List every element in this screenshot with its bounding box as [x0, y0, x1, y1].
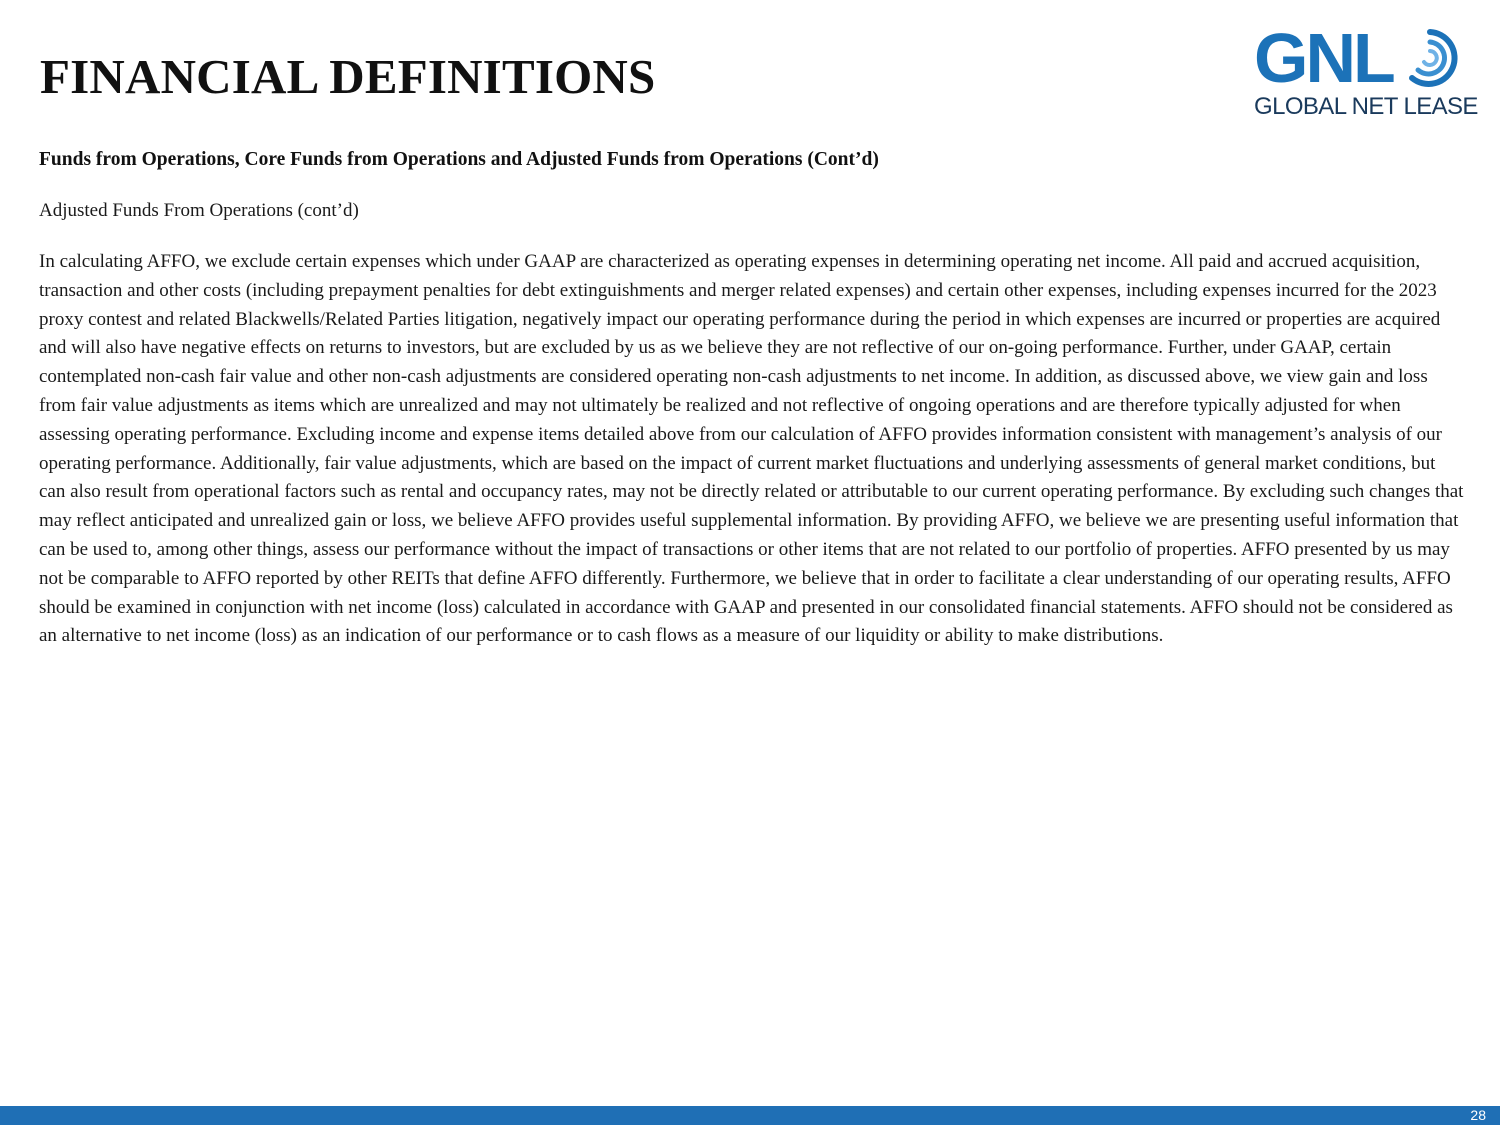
logo-subtitle: GLOBAL NET LEASE [1254, 93, 1478, 120]
section-heading: Funds from Operations, Core Funds from Operations and Adjusted Funds from Operations (Cont’d) [39, 149, 879, 170]
sub-heading: Adjusted Funds From Operations (cont’d) [39, 200, 359, 221]
page-title: FINANCIAL DEFINITIONS [40, 49, 656, 104]
company-logo [1252, 19, 1478, 122]
body-paragraph: In calculating AFFO, we exclude certain expenses which under GAAP are characterized as operating expenses in determining operating net income. All paid and accrued acquisition, transaction and other costs (including prepayment penalties for debt extinguishments and merger related expenses) and certain other expenses, including expenses incurred for the 2023 proxy contest and related Blackwells/Related Parties litigation, negatively impact our operating performance during the period in which expenses are incurred or properties are acquired and will also have negative effects on returns to investors, but are excluded by us as we believe they are not reflective of our on-going performance. Further, under GAAP, certain contemplated non-cash fair value and other non-cash adjustments are considered operating non-cash adjustments to net income. In addition, as discussed above, we view gain and loss from fair value adjustments as items which are unrealized and may not ultimately be realized and not reflective of ongoing operations and are therefore typically adjusted for when assessing operating performance. Excluding income and expense items detailed above from our calculation of AFFO provides information consistent with management’s analysis of our operating performance. Additionally, fair value adjustments, which are based on the impact of current market fluctuations and underlying assessments of general market conditions, but can also result from operational factors such as rental and occupancy rates, may not be directly related or attributable to our current operating performance. By excluding such changes that may reflect anticipated and unrealized gain or loss, we believe AFFO provides useful supplemental information. By providing AFFO, we believe we are presenting useful information that can be used to, among other things, assess our performance without the impact of transactions or other items that are not related to our portfolio of properties. AFFO presented by us may not be comparable to AFFO reported by other REITs that define AFFO differently. Furthermore, we believe that in order to facilitate a clear understanding of our operating results, AFFO should be examined in conjunction with net income (loss) calculated in accordance with GAAP and presented in our consolidated financial statements. AFFO should not be considered as an alternative to net income (loss) as an indication of our performance or to cash flows as a measure of our liquidity or ability to make distributions. [39, 251, 1464, 647]
logo-mark-text: GNL [1254, 19, 1393, 97]
page-number: 28 [1470, 1107, 1486, 1123]
footer-bar [0, 1106, 1500, 1125]
swirl-icon [1400, 26, 1464, 90]
